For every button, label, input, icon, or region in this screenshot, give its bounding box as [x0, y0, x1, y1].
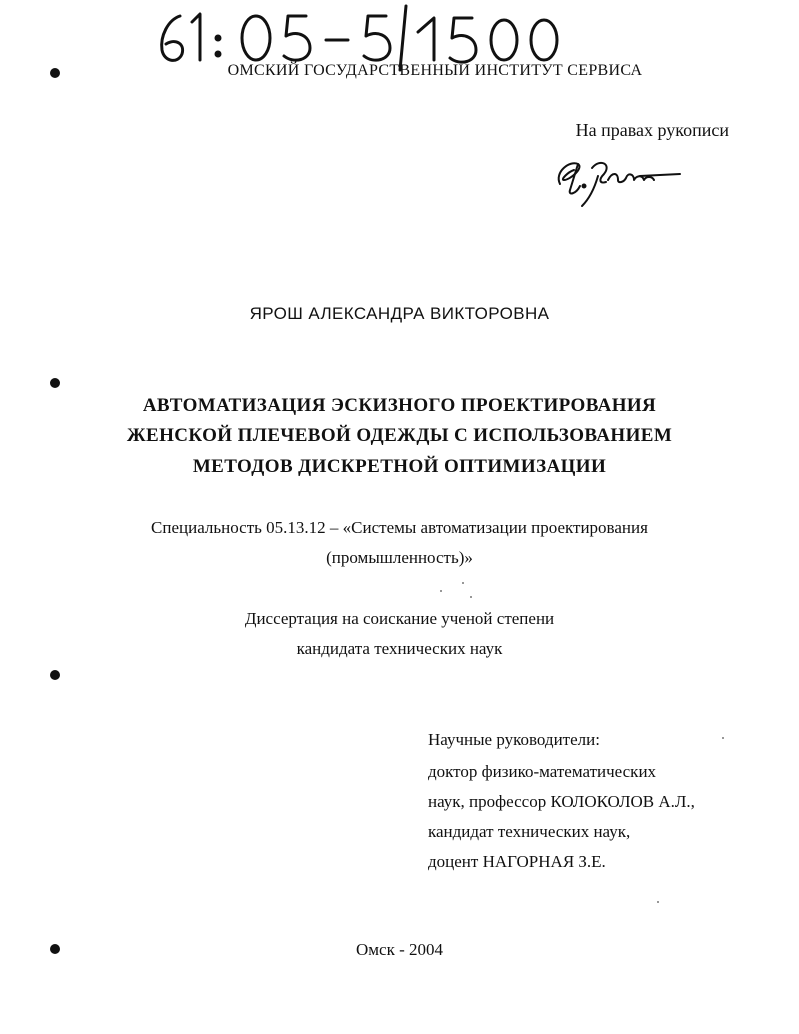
- scan-speck: [462, 582, 464, 584]
- institute-name: ОМСКИЙ ГОСУДАРСТВЕННЫЙ ИНСТИТУТ СЕРВИСА: [227, 62, 643, 79]
- scan-speck: [470, 596, 472, 598]
- punch-hole-mark: [50, 670, 60, 680]
- supervisors-heading: Научные руководители:: [428, 730, 600, 749]
- degree-line: кандидата технических наук: [296, 639, 503, 658]
- punch-hole-mark: [50, 378, 60, 388]
- author-name: ЯРОШ АЛЕКСАНДРА ВИКТОРОВНА: [249, 304, 550, 323]
- specialty-line: Специальность 05.13.12 – «Системы автоматизации проектирования: [151, 518, 648, 537]
- scan-speck: [440, 590, 442, 592]
- handwritten-signature: [540, 150, 690, 210]
- thesis-title-line: ЖЕНСКОЙ ПЛЕЧЕВОЙ ОДЕЖДЫ С ИСПОЛЬЗОВАНИЕМ: [126, 425, 673, 446]
- scan-speck: [657, 901, 659, 903]
- punch-hole-mark: [50, 68, 60, 78]
- supervisor-line: доцент НАГОРНАЯ З.Е.: [428, 852, 606, 871]
- scan-speck: [722, 737, 724, 739]
- punch-hole-mark: [50, 944, 60, 954]
- degree-line: Диссертация на соискание ученой степени: [244, 609, 555, 628]
- thesis-title-line: МЕТОДОВ ДИСКРЕТНОЙ ОПТИМИЗАЦИИ: [192, 456, 607, 477]
- city-year: Омск - 2004: [355, 940, 443, 959]
- supervisor-line: наук, профессор КОЛОКОЛОВ А.Л.,: [428, 792, 695, 811]
- specialty-line: (промышленность)»: [326, 548, 473, 567]
- rights-note: На правах рукописи: [575, 120, 729, 140]
- supervisor-line: кандидат технических наук,: [428, 822, 631, 841]
- thesis-title-line: АВТОМАТИЗАЦИЯ ЭСКИЗНОГО ПРОЕКТИРОВАНИЯ: [142, 395, 657, 416]
- supervisor-line: доктор физико-математических: [428, 762, 657, 781]
